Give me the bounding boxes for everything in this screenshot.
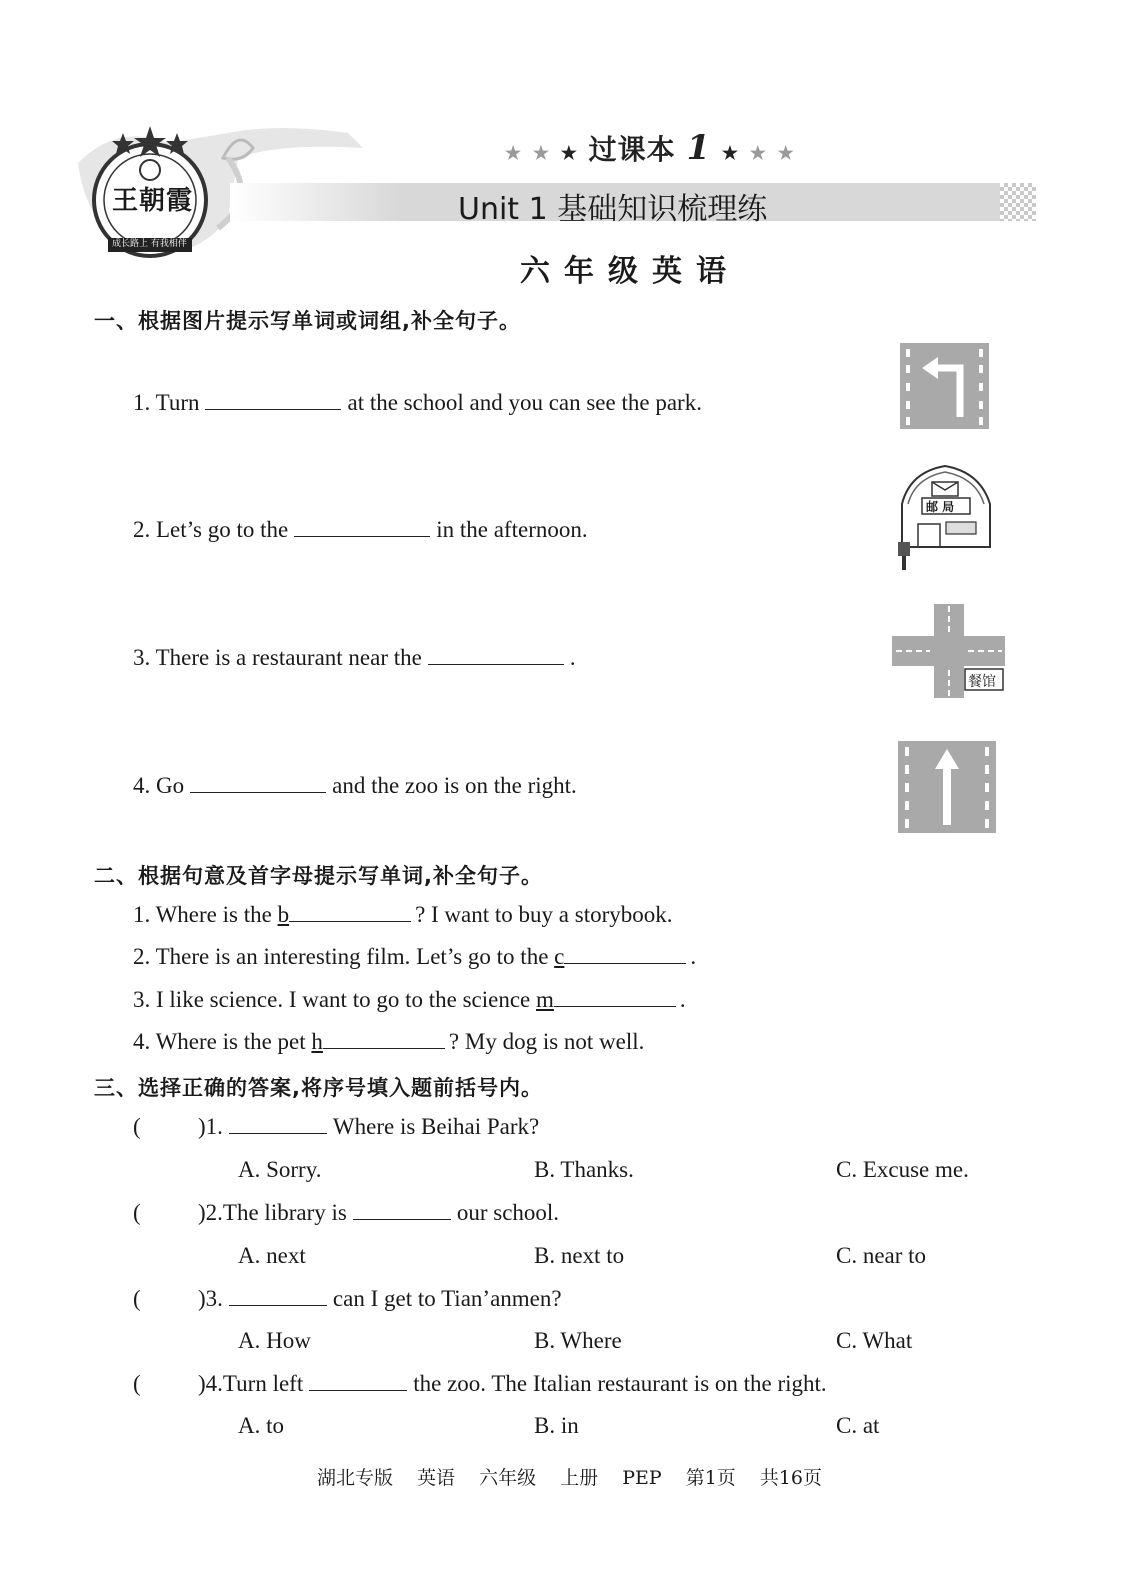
answer-blank[interactable] (289, 903, 411, 922)
s2-question-2 (133, 944, 696, 970)
hint-letter: h (311, 1029, 323, 1054)
star-icon: ★ (749, 143, 767, 164)
footer-page: 第1页 (685, 1467, 736, 1489)
star-icon: ★ (560, 143, 578, 164)
answer-blank[interactable] (190, 774, 326, 793)
lesson-badge-label: 过课本 (588, 133, 676, 166)
answer-blank[interactable] (353, 1201, 451, 1220)
question-text: . (679, 987, 686, 1012)
option-a[interactable]: A. to (238, 1413, 284, 1438)
unit-title: Unit 1 基础知识梳理练 (458, 192, 768, 227)
answer-blank[interactable] (229, 1287, 327, 1306)
question-text: the zoo. The Italian restaurant is on the right. (413, 1371, 827, 1396)
question-text: 3. There is a restaurant near the (133, 645, 422, 670)
option-a[interactable]: A. How (238, 1328, 311, 1353)
s3-question-4 (198, 1371, 827, 1397)
turn-left-icon (900, 343, 989, 429)
go-straight-icon (898, 741, 996, 833)
post-office-label: 邮 局 (926, 500, 955, 514)
question-text: 2. There is an interesting film. Let’s go to the (133, 944, 549, 969)
logo-text: 王朝霞 (112, 186, 194, 216)
s1-question-2 (133, 517, 588, 543)
question-text: 1. Turn (133, 390, 200, 415)
question-text: The library is (222, 1200, 347, 1225)
question-number: )2. (198, 1200, 223, 1225)
s1-question-3 (133, 645, 576, 671)
question-text: 2. Let’s go to the (133, 517, 289, 542)
question-text: in the afternoon. (436, 517, 588, 542)
post-office-icon (890, 462, 1000, 574)
star-icon: ★ (777, 143, 795, 164)
option-a[interactable]: A. Sorry. (238, 1157, 322, 1182)
star-icon: ★ (505, 143, 523, 164)
s1-question-4 (133, 773, 577, 799)
answer-blank[interactable] (294, 518, 430, 537)
footer-publisher: PEP (622, 1467, 662, 1489)
question-text: and the zoo is on the right. (332, 773, 577, 798)
question-text: 4. Go (133, 773, 185, 798)
question-text: 1. Where is the (133, 902, 272, 927)
answer-paren[interactable]: ( (133, 1200, 141, 1225)
answer-blank[interactable] (564, 945, 686, 964)
grade-title: 六年级英语 (520, 254, 740, 289)
footer-volume: 上册 (560, 1467, 599, 1489)
s2-question-1 (133, 902, 673, 928)
question-text: Where is Beihai Park? (332, 1114, 540, 1139)
banner-pattern (1000, 183, 1036, 221)
option-c[interactable]: C. Excuse me. (836, 1157, 969, 1182)
answer-blank[interactable] (428, 646, 564, 665)
s1-question-1 (133, 390, 702, 416)
question-number: )3. (198, 1286, 223, 1311)
question-text: ? I want to buy a storybook. (415, 902, 673, 927)
hint-letter: c (554, 944, 565, 969)
section-3-heading: 三、选择正确的答案,将序号填入题前括号内。 (94, 1076, 543, 1100)
footer-total: 共16页 (759, 1467, 823, 1489)
answer-blank[interactable] (323, 1030, 445, 1049)
page-footer (0, 1463, 1139, 1490)
option-a[interactable]: A. next (238, 1243, 306, 1268)
answer-paren[interactable]: ( (133, 1286, 141, 1311)
section-1-heading: 一、根据图片提示写单词或词组,补全句子。 (94, 309, 521, 333)
s3-question-1 (198, 1114, 539, 1140)
question-text: Turn left (222, 1371, 304, 1396)
option-b[interactable]: B. next to (534, 1243, 625, 1268)
section-2-heading: 二、根据句意及首字母提示写单词,补全句子。 (94, 864, 543, 888)
answer-blank[interactable] (309, 1372, 407, 1391)
question-text: 3. I like science. I want to go to the science (133, 987, 531, 1012)
hint-letter: b (277, 902, 290, 927)
star-icon: ★ (532, 143, 551, 164)
crossing-icon (892, 604, 1005, 698)
lesson-badge-number: 1 (686, 128, 712, 168)
question-text: ? My dog is not well. (448, 1029, 645, 1054)
s3-question-3 (198, 1286, 562, 1312)
question-text: 4. Where is the pet (133, 1029, 306, 1054)
footer-grade: 六年级 (479, 1467, 537, 1489)
answer-paren[interactable]: ( (133, 1114, 141, 1139)
question-number: )4. (198, 1371, 223, 1396)
s2-question-4 (133, 1029, 644, 1055)
footer-edition: 湖北专版 (316, 1467, 393, 1489)
option-b[interactable]: B. in (534, 1413, 579, 1438)
question-number: )1. (198, 1114, 223, 1139)
answer-blank[interactable] (205, 391, 341, 410)
answer-blank[interactable] (554, 988, 676, 1007)
question-text: . (690, 944, 697, 969)
option-c[interactable]: C. What (836, 1328, 913, 1353)
option-b[interactable]: B. Where (534, 1328, 622, 1353)
s3-question-2 (198, 1200, 559, 1226)
answer-paren[interactable]: ( (133, 1371, 141, 1396)
question-text: our school. (456, 1200, 560, 1225)
question-text: can I get to Tian’anmen? (332, 1286, 562, 1311)
question-text: at the school and you can see the park. (347, 390, 702, 415)
star-icon: ★ (721, 143, 739, 164)
s2-question-3 (133, 987, 686, 1013)
footer-subject: 英语 (417, 1467, 456, 1489)
hint-letter: m (536, 987, 554, 1012)
restaurant-label: 餐馆 (968, 674, 996, 690)
question-text: . (569, 645, 576, 670)
logo-slogan: 成长路上 有我相伴 (112, 239, 187, 249)
option-c[interactable]: C. near to (836, 1243, 927, 1268)
option-c[interactable]: C. at (836, 1413, 880, 1438)
option-b[interactable]: B. Thanks. (534, 1157, 634, 1182)
answer-blank[interactable] (229, 1115, 327, 1134)
lesson-badge (505, 128, 795, 168)
